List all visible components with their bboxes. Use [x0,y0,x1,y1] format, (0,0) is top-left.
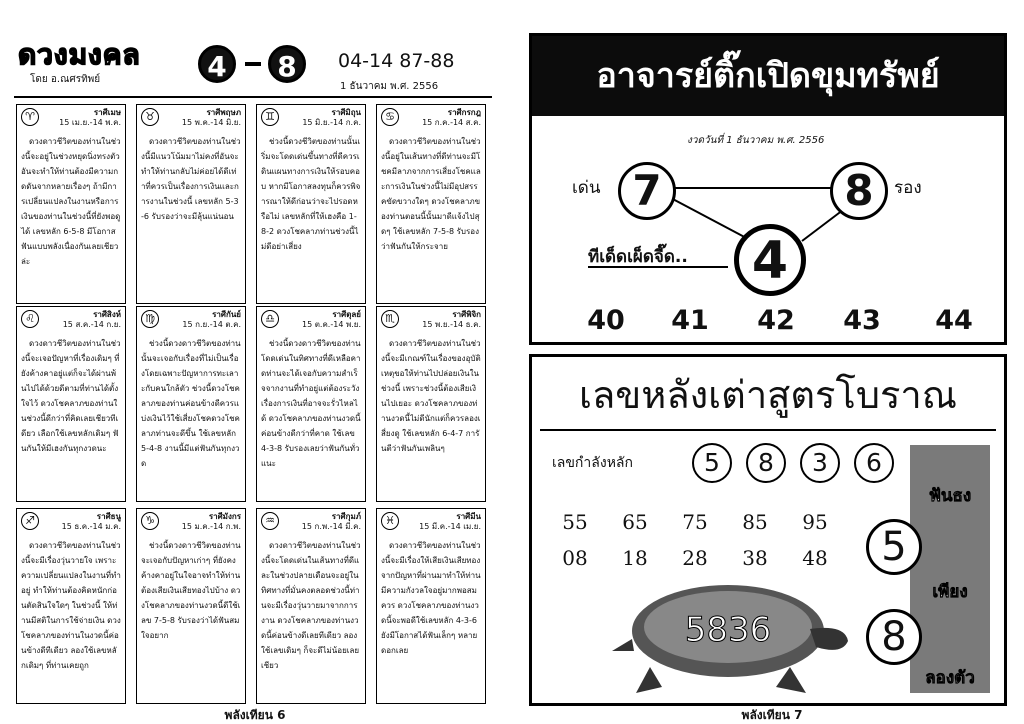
zodiac-range: 15 ก.พ.-14 มี.ค. [301,522,361,531]
page-footer-right: พลังเทียน 7 [741,708,803,722]
zodiac-header [141,108,241,128]
zodiac-header [21,512,121,532]
lucky-ball-1: 4 [198,45,236,83]
verdict-sidebar [910,445,990,693]
zodiac-header [141,310,241,330]
zodiac-cell [376,306,486,502]
zodiac-text: ดวงดาวชีวิตของท่านในช่วงนี้อยู่ในเส้นทางที่ดีท่านจะมีโชคมีลาภจากการเสี่ยงโชคและการเงินในช่วงนี้ไม่มีอุปสรรคขัดขวางใดๆ ดวงโชคลาภของท่านตอนนี้นั้นมาดีแจ้งไปสุดๆ ใช้เลขหลัก 7-5-8 รับรองว่าฟันกันให้กระจาย [381,137,481,251]
page-footer-left: พลังเทียน 6 [224,708,286,722]
lucky-ball-2: 8 [268,45,306,83]
section-rule [540,429,996,431]
verdict-label: ฟันธง [928,486,972,506]
zodiac-cell [376,508,486,704]
zodiac-header [261,512,361,532]
verdict-label: ลองตัว [925,668,975,688]
scales-icon: ♎ [261,310,279,328]
zodiac-name: ราศีพิจิก [452,310,481,319]
pick-label: ทีเด็ดเผ็ดจี๊ด.. [588,246,728,268]
grid-number: 75 [682,510,708,534]
crab-icon: ♋ [381,108,399,126]
ram-icon: ♈ [21,108,39,126]
zodiac-name: ราศีพฤษภ [206,108,241,117]
zodiac-range: 15 มี.ค.-14 เม.ย. [419,522,481,531]
bull-icon: ♉ [141,108,159,126]
dash-divider [245,62,261,66]
run-number: 43 [843,305,881,336]
fish-icon: ♓ [381,512,399,530]
verdict-number: 5 [866,519,922,575]
zodiac-cell [256,508,366,704]
zodiac-name: ราศีกันย์ [212,310,241,319]
left-page [0,0,505,724]
grid-number: 28 [682,546,708,570]
connector-lines [532,36,1004,342]
zodiac-header [261,310,361,330]
grid-number: 48 [802,546,828,570]
grid-number: 85 [742,510,768,534]
zodiac-name: ราศีมังกร [208,512,241,521]
zodiac-header [381,108,481,128]
archer-icon: ♐ [21,512,39,530]
zodiac-text: ดวงดาวชีวิตของท่านในช่วงนี้จะมีเรื่องให้เสียเงินเสียทองจากปัญหาที่ผ่านมาทำให้ท่านมีความกังวลใจอยู่มากพอสมควร ดวงโชคลาภของท่านงวดนี้จะพอดีใช้เลขหลัก 4-3-6 ยังมีโอกาสได้ฟันเล็กๆ หลายดอกเลย [381,541,481,655]
zodiac-text: ดวงดาวชีวิตของท่านในช่วงนี้จะโดดเด่นในเส้นทางที่ดีและในช่วงปลายเดือนจะอยู่ในทิศทางที่มั่นคงตลอดช่วงนี้ท่านจะมีเรื่องวุ่นวายมาจากการงาน ดวงโชคลาภของท่านงวดนี้ค่อนข้างดีเลยทีเดียว ลองใช้เลขเดิมๆ ก็จะดีไม่น้อยเลยเชียว [261,541,361,670]
zodiac-range: 15 พ.ย.-14 ธ.ค. [422,320,481,329]
draw-date: งวดวันที่ 1 ธันวาคม พ.ศ. 2556 [687,135,825,146]
twins-icon: ♊ [261,108,279,126]
zodiac-cell [256,306,366,502]
zodiac-header [261,108,361,128]
zodiac-name: ราศีมิถุน [331,108,361,117]
zodiac-name: ราศีกุมภ์ [331,512,361,521]
zodiac-header [141,512,241,532]
water-bearer-icon: ♒ [261,512,279,530]
grid-number: 65 [622,510,648,534]
goat-icon: ♑ [141,512,159,530]
pick-number: 4 [734,224,806,296]
zodiac-range: 15 พ.ค.-14 มิ.ย. [181,118,241,127]
shell-number: 5836 [684,610,772,650]
zodiac-text: ดวงดาวชีวิตของท่านในช่วงนี้จะอยู่ในช่วงหยุดนิ่งทรงตัวอันจะทำให้ท่านต้องมีความกดดันจากหลายเรื่องๆ ถ้ามีการเปลี่ยนแปลงในงานหรือการเงินของท่านในช่วงนี้ที่ยังพอดูได้ เลขหลัก 6-5-8 มีโอกาสฟันแบบพลังเนื่องกันเลยเชียวล่ะ [21,137,121,266]
lion-icon: ♌ [21,310,39,328]
scorpion-icon: ♏ [381,310,399,328]
zodiac-range: 15 มิ.ย.-14 ก.ค. [302,118,361,127]
banner-title: อาจารย์ติ๊กเปิดขุมทรัพย์ [532,36,1004,116]
calc-digit: 3 [800,443,840,483]
zodiac-cell [16,508,126,704]
prediction-box [529,33,1007,345]
zodiac-range: 15 ก.ย.-14 ต.ค. [182,320,241,329]
zodiac-text: ดวงดาวชีวิตของท่านในช่วงนี้จะเจอปัญหาที่เรื่องเดิมๆ ที่ยังค้างคาอยู่แต่ก็จะได้ผ่านพ้นไปได้ด้วยดีตามที่ท่านได้ตั้งใจไว้ ดวงโชคลาภของท่านในช่วงนี้ดีกว่าที่คิดเลยเชียวทีเดียว เลือกใช้เลขหลักเดิมๆ ฟันกันให้มีเฮงกันทุกงวดนะ [21,339,121,453]
zodiac-header [381,512,481,532]
verdict-number: 8 [866,609,922,665]
grid-number: 18 [622,546,648,570]
header-numbers: 04-14 87-88 [338,50,455,72]
lead-number: 7 [618,162,676,220]
zodiac-text: ช่วงนี้ดวงดาวชีวิตของท่านนั้นจะเจอกับเรื่องที่ไม่เป็นเรื่องโดยเฉพาะปัญหาการทะเลาะกับคนใกล้ตัว ช่วงนี้ดวงโชคลาภของท่านค่อนข้างดีควรแบ่งเงินไว้ใช้เสี่ยงโชคดวงโชคลาภท่านจะดีขึ้น ใช้เลขหลัก 5-4-8 งานนี้มีแต่ฟันกันทุกงวด [141,339,241,468]
zodiac-name: ราศีมีน [456,512,481,521]
zodiac-cell [136,508,246,704]
run-number: 44 [935,305,973,336]
zodiac-range: 15 ต.ค.-14 พ.ย. [301,320,361,329]
zodiac-name: ราศีเมษ [93,108,121,117]
lead-label: เด่น [572,178,601,198]
byline: โดย อ.ณศรทิพย์ [30,74,101,85]
zodiac-range: 15 ธ.ค.-14 ม.ค. [61,522,121,531]
zodiac-text: ดวงดาวชีวิตของท่านในช่วงนี้จะมีเรื่องวุ่นวายใจ เพราะความเปลี่ยนแปลงในงานที่ทำอยู่ ทำให้ท่านต้องคิดหนักก่อนตัดสินใจใดๆ ในช่วงนี้ ให้ท่านมีสติในการใช้จ่ายเงิน ดวงโชคลาภของท่านในงวดนี้ค่อนข้างดีทีเดียว ลองใช้เลขหลักเดิมๆ ที่ท่านเคยถูก [21,541,121,670]
zodiac-name: ราศีสิงห์ [93,310,121,319]
zodiac-name: ราศีตุลย์ [332,310,361,319]
run-number: 40 [587,305,625,336]
grid-number: 38 [742,546,768,570]
zodiac-range: 15 เม.ย.-14 พ.ค. [59,118,121,127]
zodiac-text: ดวงดาวชีวิตของท่านในช่วงนี้มีแนวโน้มมาไม่คงที่อันจะทำให้ท่านกลับไม่ค่อยได้ดีเท่าที่ควรเป็นเรื่องการเงินและการงานในช่วงนี้ เลขหลัก 5-3-6 รับรองว่าจะมีลุ้นแน่นอน [141,137,241,221]
header-date: 1 ธันวาคม พ.ศ. 2556 [340,81,439,92]
zodiac-cell [136,306,246,502]
calc-label: เลขกำลังหลัก [552,455,633,471]
zodiac-range: 15 ม.ค.-14 ก.พ. [181,522,241,531]
zodiac-cell [136,104,246,304]
zodiac-cell [16,306,126,502]
zodiac-text: ช่วงนี้ดวงชีวิตของท่านนั้นเริ่มจะโดดเด่นขึ้นทางที่ดีควรเดินแผนทางการเงินให้รอบคอบ หากมีโอกาสลงทุนก็ควรพิจารณาให้ดีก่อนว่าจะไปรอดหรือไม่ เลขหลักที่ให้เฮงคือ 1-8-2 ดวงโชคลาภท่านช่วงนี้ไม่ดีอย่าเสี่ยง [261,137,361,251]
zodiac-header [21,310,121,330]
zodiac-header [381,310,481,330]
zodiac-range: 15 ก.ค.-14 ส.ค. [422,118,481,127]
run-number: 42 [757,305,795,336]
zodiac-range: 15 ส.ค.-14 ก.ย. [62,320,121,329]
turtle-formula-box [529,354,1007,706]
grid-number: 55 [562,510,588,534]
second-number: 8 [830,162,888,220]
second-label: รอง [894,178,922,198]
header-rule [14,96,492,98]
logo: ดวงมงคล [18,38,141,71]
zodiac-header [21,108,121,128]
calc-digit: 6 [854,443,894,483]
calc-digit: 5 [692,443,732,483]
zodiac-cell [256,104,366,304]
verdict-label: เพียง [932,582,968,602]
run-number: 41 [671,305,709,336]
section-title: เลขหลังเต่าสูตรโบราณ [579,373,957,417]
zodiac-text: ดวงดาวชีวิตของท่านในช่วงนี้จะมีเกณฑ์ในเรื่องของอุบัติเหตุขอให้ท่านไปปล่อยเงินในช่วงนี้ เพราะช่วงนี้ต้องเสียเงินไปเยอะ ดวงโชคลาภของท่านงวดนี้ไม่ดีนักแต่ก็ควรลองเสี่ยงดู ใช้เลขหลัก 6-4-7 การันตีว่าฟันกันเพลินๆ [381,339,481,453]
grid-number: 95 [802,510,828,534]
grid-number: 08 [562,546,588,570]
right-page [512,0,1024,724]
calc-digit: 8 [746,443,786,483]
zodiac-text: ช่วงนี้ดวงดาวชีวิตของท่านจะเจอกับปัญหาเก่าๆ ที่ยังคงค้างคาอยู่ในใจอาจทำให้ท่านต้องเสียเงินเสียทองไปบ้าง ดวงโชคลาภของท่านงวดนี้ดีใช้เลข 7-5-8 รับรองว่าได้ฟันสมใจอยาก [141,541,241,640]
zodiac-cell [376,104,486,304]
zodiac-cell [16,104,126,304]
zodiac-name: ราศีกรกฎ [447,108,481,117]
zodiac-text: ช่วงนี้ดวงดาวชีวิตของท่านโดดเด่นในทิศทางที่ดีเหลือคาดท่านจะได้เจอกับความสำเร็จจากงานที่ทำอยู่แต่ต้องระวังเรื่องการเงินที่อาจจะรั่วไหลได้ ดวงโชคลาภของท่านงวดนี้ค่อนข้างดีกว่าที่คาด ใช้เลข 4-3-8 รับรองเลยว่าฟันกันทั่วแนะ [261,339,361,468]
zodiac-name: ราศีธนู [96,512,121,521]
virgin-icon: ♍ [141,310,159,328]
turtle-icon [610,569,850,697]
